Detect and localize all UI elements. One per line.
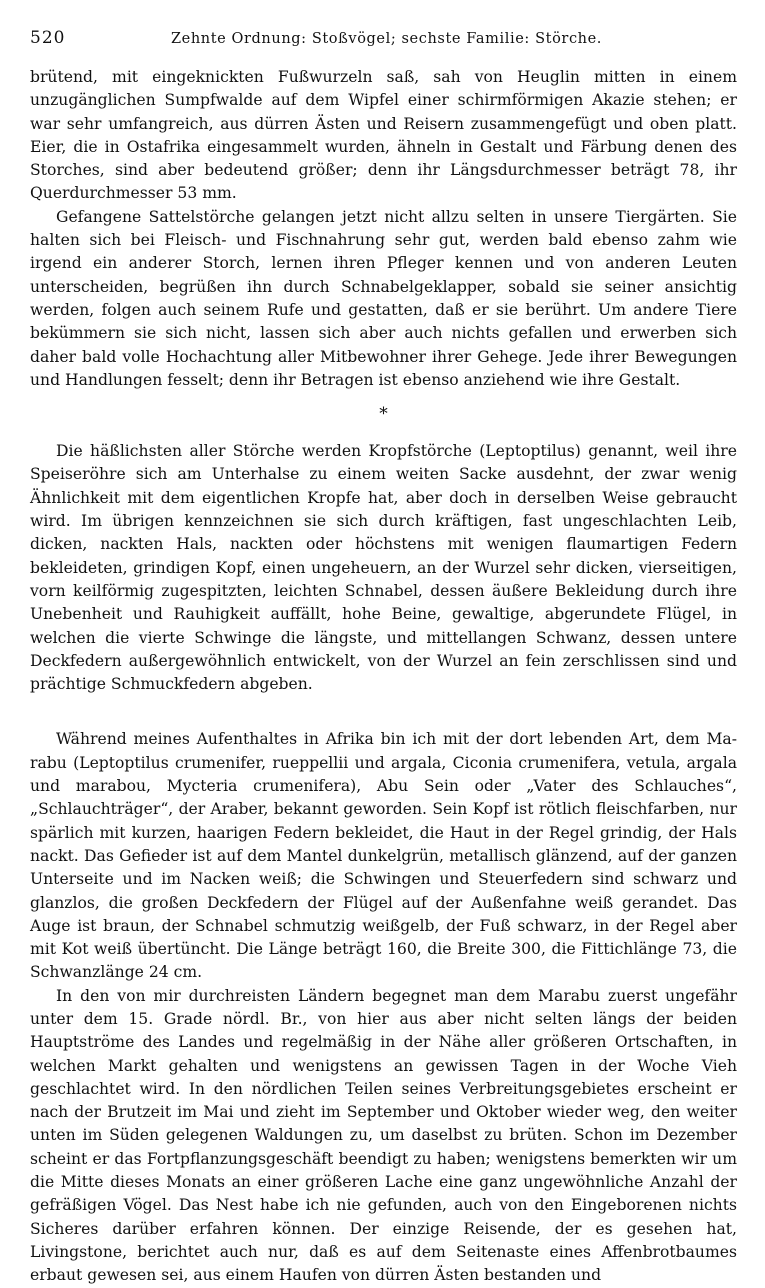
paragraph-gap: [30, 696, 737, 728]
paragraph-marabu-description: Während meines Aufenthaltes in Afrika bin ich mit der dort lebenden Art, dem Marabu (Leptoptilus crumenifer, rueppellii und argala, Ciconia crumenifera, vetula, argala und marabou, Mycteria crumenifera), Abu Sein oder „Vater des Schlauches“, „Schlauchträger“, der Araber, bekannt geworden. Sein Kopf ist rötlich fleischfarben, nur spärlich mit kurzen, haarigen Federn bekleidet, die Haut in der Regel grindig, der Hals nackt. Das Gefieder ist auf dem Mantel dunkelgrün, metallisch glänzend, auf der ganzen Unterseite und im Nacken weiß; die Schwingen und Steuerfedern sind schwarz und glanzlos, die großen Deckfedern der Flügel auf der Außenfahne weiß gerandet. Das Auge ist braun, der Schnabel schmutzig weißgelb, der Fuß schwarz, in der Regel aber mit Kot weiß übertüncht. Die Länge beträgt 160, die Breite 300, die Fittichlänge 73, die Schwanzlänge 24 cm.: [30, 730, 737, 982]
paragraph-continued: brütend, mit eingeknickten Fußwurzeln saß, sah von Heuglin mitten in einem unzugänglichen Sumpfwalde auf dem Wipfel einer schirmförmigen Akazie stehen; er war sehr umfangreich, aus dürren Ästen und Reisern zusammengefügt und oben platt. Eier, die in Ostafrika eingesammelt wurden, ähneln in Gestalt und Färbung denen des Storches, sind aber bedeutend größer; denn ihr Längsdurchmesser beträgt 78, ihr Querdurchmesser 53 mm.: [30, 68, 737, 203]
page-number: 520: [30, 28, 66, 48]
running-title: Zehnte Ordnung: Stoßvögel; sechste Familie: Störche.: [170, 31, 602, 47]
running-head: [30, 28, 737, 52]
paragraph-kropfstoerche: Die häßlichsten aller Störche werden Kropfstörche (Leptoptilus) genannt, weil ihre Speiseröhre sich am Unterhalse zu einem weiten Sacke ausdehnt, der zwar wenig Ähnlichkeit mit dem eigentlichen Kropfe hat, aber doch in derselben Weise gebraucht wird. Im übrigen kennzeichnen sie sich durch kräftigen, fast ungeschlachten Leib, dicken, nackten Hals, nackten oder höchstens mit wenigen flaumartigen Federn bekleideten, grindigen Kopf, einen ungeheuern, an der Wurzel sehr dicken, vierseitigen, vorn keilförmig zugespitzten, leichten Schnabel, dessen äußere Bekleidung durch ihre Unebenheit und Rauhigkeit auffällt, hohe Beine, gewaltige, abgerundete Flügel, in welchen die vierte Schwinge die längste, und mittellangen Schwanz, dessen untere Deckfedern außergewöhnlich entwickelt, von der Wurzel an fein zerschlissen sind und prächtige Schmuckfedern abgeben.: [30, 442, 737, 694]
section-divider-asterisk: *: [379, 404, 388, 425]
paragraph-marabu-distribution: In den von mir durchreisten Ländern begegnet man dem Marabu zuerst ungefähr unter dem 15. Grade nördl. Br., von hier aus aber nicht selten längs der beiden Hauptströme des Landes und regelmäßig in der Nähe aller größeren Ortschaften, in welchen Markt gehalten und wenigstens an gewissen Tagen in der Woche Vieh geschlachtet wird. In den nördlichen Teilen seines Verbreitungsgebietes erscheint er nach der Brutzeit im Mai und zieht im September und Oktober wieder weg, den weiter unten im Süden gelegenen Waldungen zu, um daselbst zu brüten. Schon im Dezember scheint er das Fortpflanzungsgeschäft beendigt zu haben; wenigstens bemerkten wir um die Mitte dieses Monats an einer größeren Lache eine ganz ungewöhnliche Anzahl der gefräßigen Vögel. Das Nest habe ich nie gefunden, auch von den Eingeborenen nichts Sicheres darüber erfahren können. Der einzige Reisende, der es gesehen hat, Livingstone, berichtet auch nur, daß es auf dem Seitenaste eines Affenbrotbaumes erbaut gewesen sei, aus einem Haufen von dürren Ästen bestanden und: [30, 986, 737, 1285]
paragraph-sattelstoerche-captivity: Gefangene Sattelstörche gelangen jetzt nicht allzu selten in unsere Tiergärten. Sie halten sich bei Fleisch- und Fischnahrung sehr gut, werden bald ebenso zahm wie irgend ein anderer Storch, lernen ihren Pfleger kennen und von anderen Leuten unterscheiden, begrüßen ihn durch Schnabelgeklapper, sobald sie seiner ansichtig werden, folgen auch seinem Rufe und gestatten, daß er sie berührt. Um andere Tiere bekümmern sie sich nicht, lassen sich aber auch nichts gefallen und erwerben sich daher bald volle Hochachtung aller Mitbewohner ihrer Gehege. Jede ihrer Bewegungen und Handlungen fesselt; denn ihr Betragen ist ebenso anziehend wie ihre Gestalt.: [30, 207, 737, 389]
